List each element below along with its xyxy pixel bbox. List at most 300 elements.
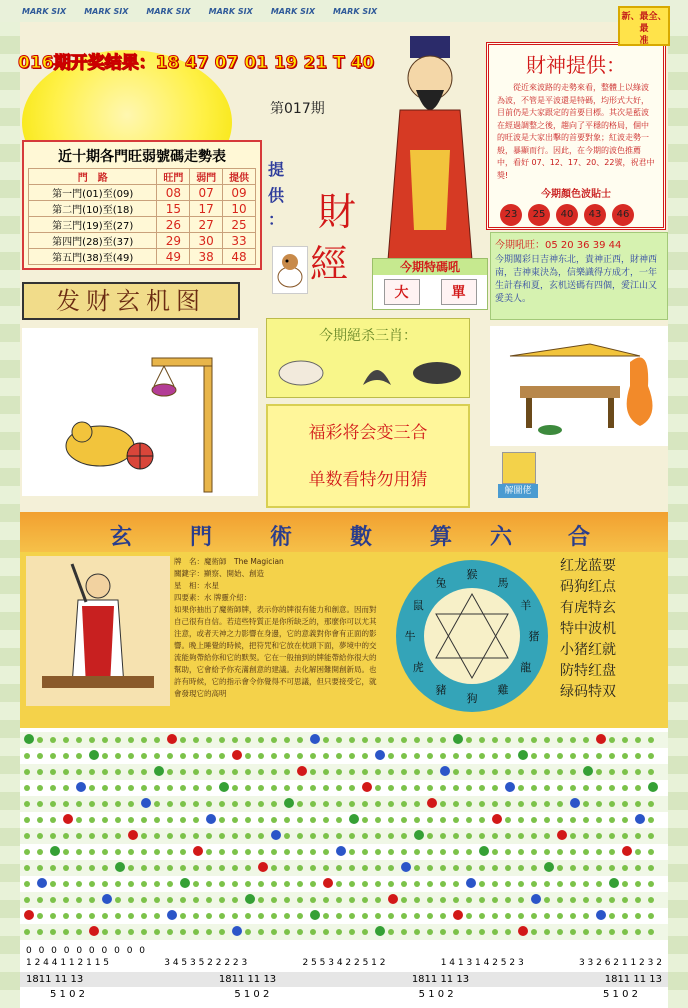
dot — [492, 849, 498, 855]
dot — [479, 817, 485, 823]
dot — [24, 769, 30, 775]
dot — [180, 737, 186, 743]
caishen-box — [486, 42, 666, 230]
dot — [349, 814, 359, 824]
dot — [128, 737, 134, 743]
dot — [24, 785, 30, 791]
dot-row — [20, 780, 668, 796]
dot — [245, 865, 251, 871]
dot — [310, 817, 316, 823]
dot — [245, 849, 251, 855]
color-balls — [500, 204, 650, 226]
cold-cell: 38 — [190, 249, 223, 265]
dot — [505, 913, 511, 919]
dot — [89, 801, 95, 807]
dot — [492, 913, 498, 919]
dot — [570, 849, 576, 855]
wealth-god-figure — [370, 30, 488, 260]
dot — [115, 913, 121, 919]
dot — [531, 785, 537, 791]
dot — [414, 865, 420, 871]
draw-result-banner: 016期开奖结果：18 47 07 01 19 21 T 40 — [18, 53, 375, 73]
dot — [349, 865, 355, 871]
dot — [284, 798, 294, 808]
dot — [89, 769, 95, 775]
dot — [362, 782, 372, 792]
dot — [427, 817, 433, 823]
dot — [466, 753, 472, 759]
dot — [375, 817, 381, 823]
dot — [544, 817, 550, 823]
dot — [310, 929, 316, 935]
dot — [648, 833, 654, 839]
dot — [609, 913, 615, 919]
dot — [297, 817, 303, 823]
dot — [76, 833, 82, 839]
last-row: 5 1 0 2 — [602, 989, 638, 1000]
dot — [154, 881, 160, 887]
dot — [310, 769, 316, 775]
dot — [128, 753, 134, 759]
dot — [622, 737, 628, 743]
dot — [323, 753, 329, 759]
zodiac-segment-label: 猴 — [466, 568, 478, 581]
dot — [128, 830, 138, 840]
dot — [89, 817, 95, 823]
dot — [102, 817, 108, 823]
dot — [531, 881, 537, 887]
dot — [141, 881, 147, 887]
dot — [401, 769, 407, 775]
dot — [544, 881, 550, 887]
dot — [635, 865, 641, 871]
dot — [258, 881, 264, 887]
dot — [440, 849, 446, 855]
dot — [414, 817, 420, 823]
rhyme-box — [490, 232, 668, 320]
dot — [375, 881, 381, 887]
animals-drawing — [267, 345, 471, 395]
dot — [167, 785, 173, 791]
xuan-char: 算 — [430, 525, 453, 550]
trend-table — [28, 168, 256, 265]
dot — [24, 801, 30, 807]
dot — [336, 785, 342, 791]
provide-vertical-label — [268, 160, 292, 230]
decode-label: 解圖佬 — [498, 484, 538, 498]
dot — [258, 862, 268, 872]
left-decor-strip — [0, 22, 20, 1008]
dot — [141, 913, 147, 919]
dot — [453, 897, 459, 903]
dot — [466, 865, 472, 871]
dot — [635, 897, 641, 903]
dot — [258, 833, 264, 839]
dot — [24, 734, 34, 744]
dot — [89, 926, 99, 936]
dot — [258, 753, 264, 759]
dot — [466, 737, 472, 743]
provide-cell: 25 — [223, 217, 256, 233]
dot — [297, 865, 303, 871]
decode-expert-button[interactable] — [498, 452, 538, 498]
dot — [557, 830, 567, 840]
dot — [284, 913, 290, 919]
dot — [479, 929, 485, 935]
top-brand-band — [0, 0, 688, 22]
dot — [37, 817, 43, 823]
dot — [583, 881, 589, 887]
dot — [258, 913, 264, 919]
dot — [453, 817, 459, 823]
dot — [167, 734, 177, 744]
dot — [50, 737, 56, 743]
dot — [336, 833, 342, 839]
dot — [232, 737, 238, 743]
dot — [648, 782, 658, 792]
dot — [102, 913, 108, 919]
dot — [492, 753, 498, 759]
dot — [102, 929, 108, 935]
zodiac-wheel — [384, 556, 560, 716]
dot — [115, 801, 121, 807]
dot — [427, 798, 437, 808]
dot — [427, 737, 433, 743]
cold-cell: 17 — [190, 201, 223, 217]
poem-line: 有虎特玄 — [560, 600, 616, 616]
dot — [583, 785, 589, 791]
dot — [583, 817, 589, 823]
dot — [583, 737, 589, 743]
dot — [50, 833, 56, 839]
dot — [245, 881, 251, 887]
dot — [609, 865, 615, 871]
zodiac-segment-label: 鼠 — [412, 599, 424, 612]
dot — [466, 833, 472, 839]
dot — [232, 913, 238, 919]
dot — [635, 737, 641, 743]
brand-logo-text: MARK SIX — [146, 6, 191, 16]
dot — [63, 929, 69, 935]
dot — [492, 865, 498, 871]
dot — [531, 929, 537, 935]
provide-cell: 10 — [223, 201, 256, 217]
brand-logo-text: MARK SIX — [84, 6, 129, 16]
dot — [609, 801, 615, 807]
zodiac-segment-label: 兔 — [435, 576, 447, 590]
dot — [388, 881, 394, 887]
dot-row — [20, 860, 668, 876]
dot — [505, 753, 511, 759]
dot — [375, 913, 381, 919]
door-cell: 第五門(38)至(49) — [29, 249, 157, 265]
zodiac-segment-label: 豬 — [435, 683, 447, 697]
caishen-title: 財神提供： — [526, 53, 626, 77]
dot — [414, 929, 420, 935]
number-row: 1 2 4 4 1 1 2 1 1 5 — [26, 958, 110, 968]
dot — [583, 766, 593, 776]
dot — [596, 734, 606, 744]
dot — [323, 849, 329, 855]
dot — [388, 817, 394, 823]
dot — [479, 785, 485, 791]
dot — [505, 881, 511, 887]
dot — [466, 785, 472, 791]
dot — [336, 769, 342, 775]
dot — [180, 801, 186, 807]
dot — [440, 766, 450, 776]
dot — [141, 929, 147, 935]
dot — [479, 833, 485, 839]
dot — [180, 753, 186, 759]
dot — [362, 865, 368, 871]
hoop-cat-drawing — [22, 328, 258, 496]
dot-row — [20, 844, 668, 860]
dot — [362, 929, 368, 935]
dot — [609, 737, 615, 743]
dot — [193, 785, 199, 791]
dot — [648, 881, 654, 887]
table-header: 旺門 — [157, 169, 190, 185]
dot — [310, 897, 316, 903]
dot — [141, 817, 147, 823]
dot — [466, 878, 476, 888]
dot — [115, 737, 121, 743]
dot — [180, 897, 186, 903]
dot — [206, 814, 216, 824]
color-ball: 25 — [528, 204, 550, 226]
dot — [622, 897, 628, 903]
dot — [297, 849, 303, 855]
dot — [102, 849, 108, 855]
dot — [401, 801, 407, 807]
dot — [544, 897, 550, 903]
number-row: 3 4 5 3 5 2 2 2 2 3 — [164, 958, 248, 968]
dot — [37, 865, 43, 871]
dot — [440, 913, 446, 919]
dot — [297, 897, 303, 903]
dot — [245, 833, 251, 839]
dot — [336, 846, 346, 856]
dot — [648, 801, 654, 807]
dot — [622, 801, 628, 807]
dot — [388, 849, 394, 855]
dot — [635, 833, 641, 839]
dot — [349, 753, 355, 759]
dot — [245, 894, 255, 904]
tag-label: 1811 11 13 — [26, 974, 84, 985]
dot — [648, 849, 654, 855]
dot — [63, 881, 69, 887]
dot — [583, 833, 589, 839]
dot — [24, 849, 30, 855]
dot — [310, 801, 316, 807]
dot — [76, 865, 82, 871]
trend-table-title: 近十期各門旺弱號碼走勢表 — [58, 149, 226, 165]
dot — [89, 881, 95, 887]
zodiac-segment-label: 狗 — [466, 692, 478, 705]
dot — [375, 897, 381, 903]
door-cell: 第一門(01)至(09) — [29, 185, 157, 201]
dot — [37, 833, 43, 839]
dot — [596, 910, 606, 920]
dot — [531, 833, 537, 839]
dot — [102, 753, 108, 759]
dot — [427, 785, 433, 791]
dot — [635, 814, 645, 824]
dot — [245, 801, 251, 807]
dot — [427, 833, 433, 839]
dot — [271, 769, 277, 775]
dot — [167, 849, 173, 855]
dot — [596, 865, 602, 871]
dot — [141, 785, 147, 791]
dot-row — [20, 924, 668, 940]
dot — [479, 913, 485, 919]
dot — [336, 737, 342, 743]
rhyme-numbers: 今期吼旺：05 20 36 39 44 — [495, 240, 622, 251]
dot — [544, 849, 550, 855]
dot — [232, 750, 242, 760]
dot — [518, 737, 524, 743]
dot — [102, 894, 112, 904]
table-row — [29, 185, 256, 201]
dot — [440, 897, 446, 903]
dot — [557, 897, 563, 903]
zodiac-segment-label: 雞 — [497, 683, 509, 697]
xuan-char: 術 — [270, 525, 293, 550]
dot — [635, 929, 641, 935]
dot — [271, 897, 277, 903]
dot — [310, 734, 320, 744]
dot — [375, 926, 385, 936]
dot — [596, 817, 602, 823]
dot — [24, 865, 30, 871]
dot — [271, 801, 277, 807]
dot — [76, 849, 82, 855]
dot — [362, 881, 368, 887]
dot — [622, 785, 628, 791]
wealth-god-illustration — [370, 30, 488, 260]
dot — [492, 801, 498, 807]
dot — [622, 913, 628, 919]
dot — [258, 817, 264, 823]
dot — [596, 769, 602, 775]
slogan-line-1: 福彩将会变三合 — [308, 423, 428, 443]
dot — [375, 769, 381, 775]
dot — [63, 849, 69, 855]
special-code-box — [372, 258, 488, 310]
dot — [323, 833, 329, 839]
dot — [609, 929, 615, 935]
dot — [206, 929, 212, 935]
dot — [505, 737, 511, 743]
dot — [531, 769, 537, 775]
dot — [245, 913, 251, 919]
dot — [76, 737, 82, 743]
dot — [609, 878, 619, 888]
dot — [596, 785, 602, 791]
dot — [492, 833, 498, 839]
dot — [24, 817, 30, 823]
dot — [401, 913, 407, 919]
dot — [427, 881, 433, 887]
brand-logo-text: MARK SIX — [208, 6, 253, 16]
dot — [37, 785, 43, 791]
dot — [154, 849, 160, 855]
dot — [154, 929, 160, 935]
dot — [479, 801, 485, 807]
dot — [505, 865, 511, 871]
dot — [258, 929, 264, 935]
dot — [232, 881, 238, 887]
dot — [518, 817, 524, 823]
dot — [50, 929, 56, 935]
dot — [362, 817, 368, 823]
dot — [531, 865, 537, 871]
dot — [219, 929, 225, 935]
dot — [479, 897, 485, 903]
dot — [76, 881, 82, 887]
dot — [297, 833, 303, 839]
dot — [232, 801, 238, 807]
dot — [596, 897, 602, 903]
dot-row — [20, 828, 668, 844]
dot — [414, 769, 420, 775]
dot — [76, 769, 82, 775]
dot — [219, 865, 225, 871]
special-code-odd: 單 — [441, 279, 477, 305]
dot — [557, 817, 563, 823]
dot — [232, 926, 242, 936]
dot — [310, 865, 316, 871]
dot — [505, 817, 511, 823]
color-ball: 23 — [500, 204, 522, 226]
dot — [284, 753, 290, 759]
dot — [557, 737, 563, 743]
dot — [440, 833, 446, 839]
dot-row — [20, 796, 668, 812]
dot — [193, 897, 199, 903]
dot — [167, 753, 173, 759]
dot — [622, 833, 628, 839]
dot — [245, 737, 251, 743]
dot — [583, 865, 589, 871]
dot — [180, 849, 186, 855]
dot — [427, 753, 433, 759]
dot — [453, 849, 459, 855]
dot — [388, 801, 394, 807]
dot — [154, 766, 164, 776]
dot — [219, 753, 225, 759]
dot — [362, 833, 368, 839]
dot — [557, 929, 563, 935]
dot — [349, 881, 355, 887]
dot — [414, 913, 420, 919]
dot — [232, 817, 238, 823]
jing-char: 經 — [310, 242, 349, 286]
dot — [258, 769, 264, 775]
dot — [232, 897, 238, 903]
dot — [440, 929, 446, 935]
dot — [518, 897, 524, 903]
xuan-char: 門 — [190, 525, 213, 550]
dot — [219, 782, 229, 792]
dot — [102, 769, 108, 775]
dot — [414, 881, 420, 887]
dot — [427, 897, 433, 903]
dot — [570, 929, 576, 935]
